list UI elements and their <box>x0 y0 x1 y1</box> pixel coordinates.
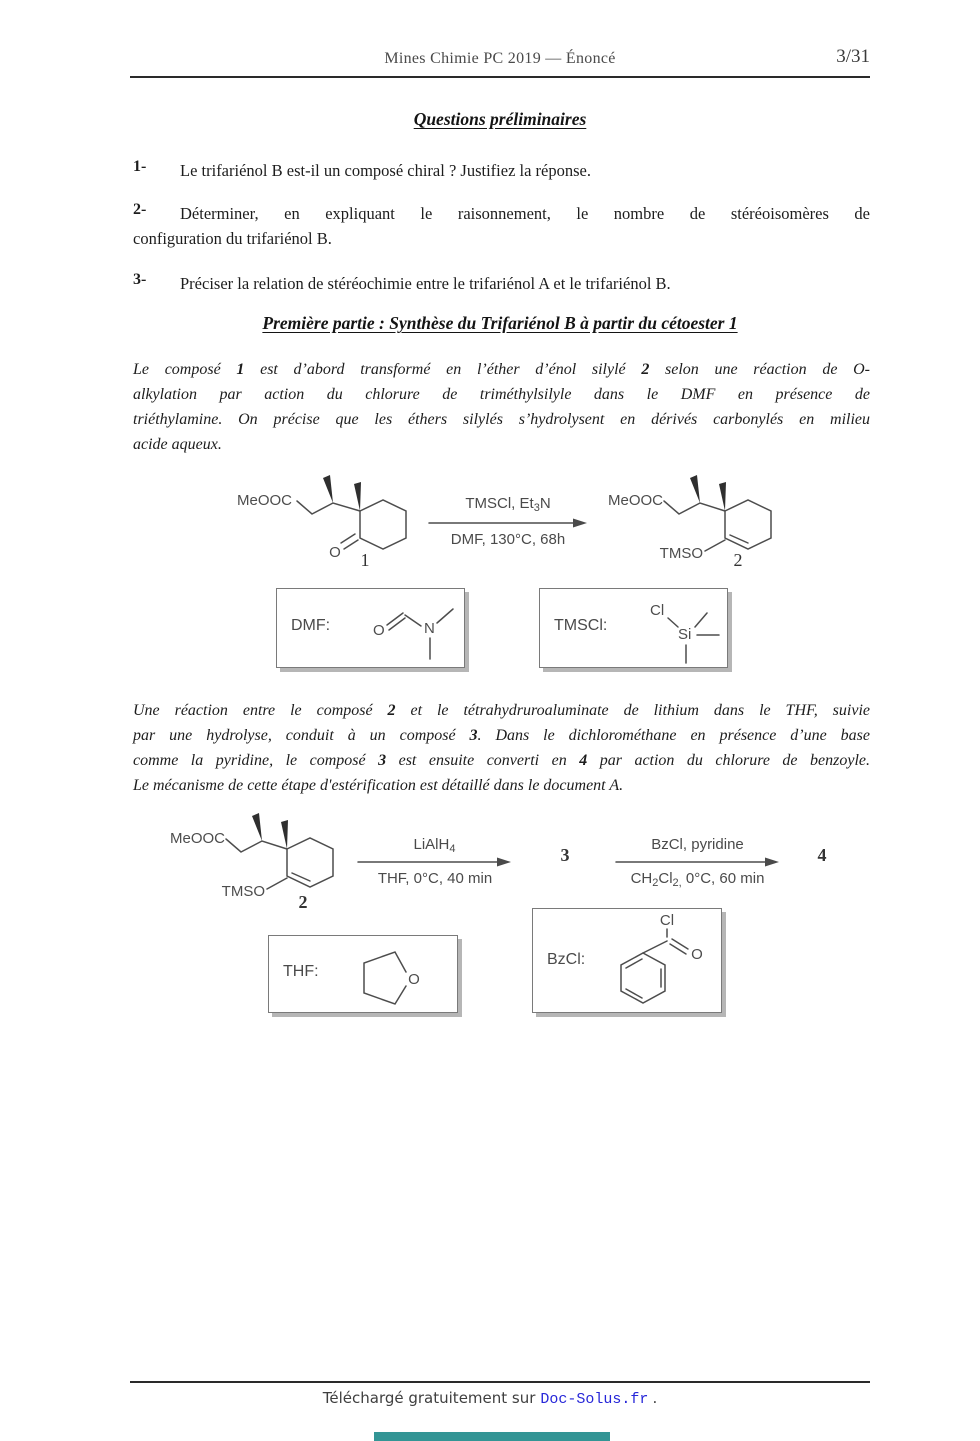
ketone-double-bond <box>341 534 358 549</box>
question-1-text: Le trifariénol B est-il un composé chiral ? Justifiez la réponse. <box>180 161 591 180</box>
question-2-line2: configuration du trifariénol B. <box>133 229 332 248</box>
page-number: 3/31 <box>836 46 870 67</box>
chain-bonds <box>226 839 287 852</box>
p2-text: par une hydrolyse, conduit à un composé <box>133 727 470 744</box>
header-title: Mines Chimie PC 2019 — Énoncé <box>384 50 616 67</box>
p1-text: Le composé <box>133 361 237 378</box>
question-2-number: 2- <box>133 201 147 218</box>
oxygen-label: O <box>408 971 420 988</box>
p2-text: par action du chlorure de benzoyle. <box>587 752 871 769</box>
compound-2-structure <box>600 462 795 574</box>
methyl-wedge-bond <box>719 482 726 511</box>
paragraph-1-line1 <box>133 357 870 382</box>
paragraph-2 <box>133 698 870 798</box>
compound-ref-2: 2 <box>387 702 396 719</box>
chain-bonds <box>664 501 725 514</box>
cyclohexane-ring <box>360 500 406 549</box>
tmscl-legend-box <box>539 588 728 668</box>
paragraph-1-line4: acide aqueux. <box>133 436 222 453</box>
carbonyl-double-bond <box>387 613 405 630</box>
chain-bonds <box>297 501 360 514</box>
reaction-arrow <box>615 856 780 868</box>
dmf-legend-box <box>276 588 465 668</box>
ester-group-label: MeOOC <box>170 830 226 847</box>
ring-carbonyl-bond <box>643 941 667 953</box>
reaction-arrow <box>428 517 588 529</box>
compound-ref-2: 2 <box>641 361 650 378</box>
p2-text: est ensuite converti en <box>386 752 580 769</box>
compound-4-number: 4 <box>817 845 827 865</box>
subscript: 2, <box>672 877 682 889</box>
o-si-bond <box>267 878 287 889</box>
question-1 <box>133 158 870 183</box>
question-2 <box>133 201 870 251</box>
question-3-number: 3- <box>133 271 147 288</box>
compound-3-number: 3 <box>560 845 570 865</box>
paragraph-2-line4: Le mécanisme de cette étape d'estérification est détaillé dans le document A. <box>133 777 624 794</box>
reaction-conditions-below: THF, 0°C, 40 min <box>377 870 493 887</box>
reaction-conditions-below: DMF, 130°C, 68h <box>450 531 566 548</box>
section-title-preliminaires: Questions préliminaires <box>413 109 587 129</box>
reagent-text: LiAlH <box>413 836 450 853</box>
reagent-text: TMSCl, Et <box>465 495 534 512</box>
subscript: 2 <box>652 877 659 889</box>
bzcl-label: BzCl: <box>547 951 586 968</box>
reaction-conditions-below <box>600 870 795 892</box>
aromatic-double-bonds <box>626 959 661 998</box>
tmso-group-label: TMSO <box>221 883 265 900</box>
methyl-wedge-bond <box>690 475 700 503</box>
subscript: 4 <box>449 843 456 855</box>
solvent-text: Cl <box>658 870 673 887</box>
cyclohexene-ring <box>287 838 333 887</box>
p1-text: selon une réaction de O- <box>649 361 870 378</box>
c-n-bond <box>405 615 421 626</box>
p2-text: comme la pyridine, le composé <box>133 752 379 769</box>
paragraph-1-line3: triéthylamine. On précise que les éthers silylés s’hydrolysent en dérivés carbonylés en milieu <box>133 411 870 428</box>
footer-text: Téléchargé gratuitement sur <box>322 1389 536 1407</box>
paragraph-1-line2: alkylation par action du chlorure de triméthylsilyle dans le DMF en présence de <box>133 386 870 403</box>
thf-legend-box <box>268 935 458 1013</box>
compound-2-number: 2 <box>298 892 308 912</box>
solvent-text: 0°C, 60 min <box>681 870 765 887</box>
ester-group-label: MeOOC <box>608 492 664 509</box>
pdf-loading-bar <box>374 1432 610 1441</box>
nitrogen-label: N <box>424 620 435 637</box>
carbonyl-double-bond <box>670 939 688 954</box>
cl-si-bond <box>668 618 678 627</box>
bzcl-structure <box>601 911 721 1011</box>
methyl-wedge-bond <box>354 482 361 511</box>
compound-ref-3: 3 <box>378 752 387 769</box>
section-title-premiere-partie: Première partie : Synthèse du Trifariénol B à partir du cétoester 1 <box>262 313 738 333</box>
paragraph-2-line1 <box>133 698 870 723</box>
compound-ref-1: 1 <box>236 361 245 378</box>
dmf-structure <box>365 595 461 665</box>
compound-2-number: 2 <box>733 550 743 570</box>
methyl-wedge-bond <box>323 475 333 503</box>
footer-period: . <box>652 1389 658 1407</box>
tmso-group-label: TMSO <box>659 545 703 562</box>
methyl-wedge-bond <box>252 813 262 841</box>
compound-1-number: 1 <box>360 550 370 570</box>
dmf-label: DMF: <box>291 617 331 634</box>
footer <box>0 1389 980 1408</box>
reagent-text: N <box>539 495 551 512</box>
thf-structure <box>349 940 434 1008</box>
tmscl-label: TMSCl: <box>554 617 608 634</box>
reaction-conditions-above <box>428 495 588 517</box>
bzcl-legend-box <box>532 908 722 1013</box>
reaction-arrow <box>357 856 512 868</box>
p2-text: . Dans le dichlorométhane en présence d’une base <box>477 727 870 744</box>
compound-ref-3: 3 <box>469 727 478 744</box>
silicon-label: Si <box>678 626 692 643</box>
compound-ref-4: 4 <box>579 752 588 769</box>
subscript: 3 <box>533 502 540 514</box>
chlorine-label: Cl <box>650 602 665 619</box>
compound-2-structure <box>162 800 357 912</box>
reaction-conditions-above <box>357 836 512 858</box>
question-3 <box>133 271 870 296</box>
p1-text: est d’abord transformé en l’éther d’énol silylé <box>244 361 642 378</box>
question-1-number: 1- <box>133 158 147 175</box>
question-2-line1: Déterminer, en expliquant le raisonnement, le nombre de stéréoisomères de <box>180 204 870 223</box>
p2-text: Une réaction entre le composé <box>133 702 388 719</box>
tmscl-structure <box>638 591 728 667</box>
solvent-text: CH <box>630 870 653 887</box>
header-rule <box>130 76 870 78</box>
paragraph-2-line3 <box>133 748 870 773</box>
reaction-conditions-above: BzCl, pyridine <box>651 836 744 853</box>
oxygen-label: O <box>373 622 385 639</box>
ester-group-label: MeOOC <box>237 492 293 509</box>
methyl-wedge-bond <box>281 820 288 849</box>
oxygen-label: O <box>691 946 703 963</box>
compound-1-structure <box>225 462 425 574</box>
footer-rule <box>130 1381 870 1383</box>
ketone-oxygen-label: O <box>329 544 341 561</box>
thf-ring <box>364 952 406 1004</box>
question-3-text: Préciser la relation de stéréochimie entre le trifariénol A et le trifariénol B. <box>180 274 671 293</box>
chlorine-label: Cl <box>659 912 675 929</box>
paragraph-1 <box>133 357 870 457</box>
benzene-ring <box>621 953 665 1003</box>
paragraph-2-line2 <box>133 723 870 748</box>
p2-text: et le tétrahydruroaluminate de lithium dans le THF, suivie <box>395 702 870 719</box>
thf-label: THF: <box>283 963 319 980</box>
cyclohexene-ring <box>725 500 771 549</box>
doc-solus-link[interactable]: Doc-Solus.fr <box>540 1391 649 1408</box>
